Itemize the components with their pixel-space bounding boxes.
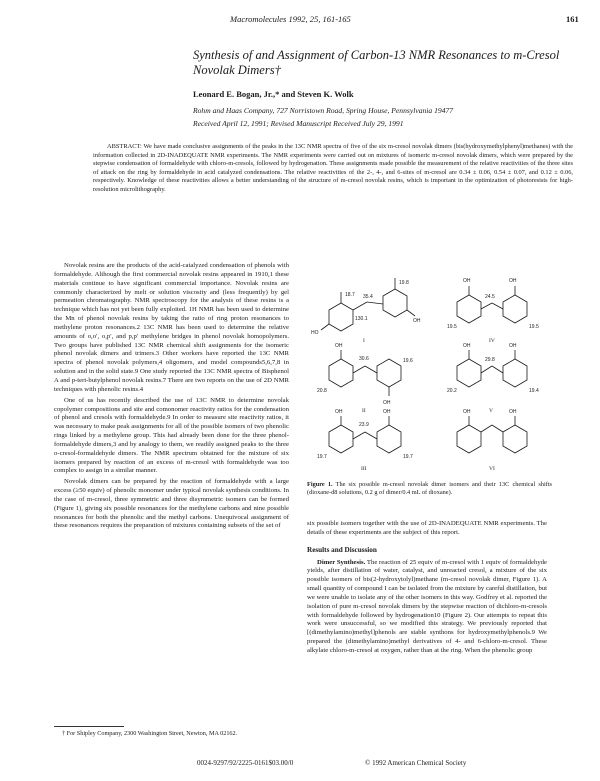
structure-v — [447, 343, 539, 414]
structure-iv — [447, 278, 539, 344]
svg-text:HO: HO — [311, 330, 319, 336]
svg-text:130.1: 130.1 — [355, 316, 368, 322]
body-paragraph: six possible isomers together with the use of 2D-INADEQUATE NMR experiments. The details of these experiments are the subject of this report. — [307, 520, 547, 536]
body-paragraph: Novolak dimers can be prepared by the reaction of formaldehyde with a large excess (≥50 equiv) of phenolic monomer under typical novolak synthesis conditions. In the case of m-cresol, three symmetric and three disymmetric isomers can be formed (Figure 1), giving six possible resonances for the methylene carbons and nine possible resonances for both the phenolic and the methyl carbons. Unequivocal assignment of these resonances requires the preparation of mixtures containing subsets of the set of — [54, 478, 289, 530]
figure-caption-text: The six possible m-cresol novolak dimer isomers and their 13C chemical shifts (dioxane-d8 solutions, 0.2 g of dimer/0.4 mL of dioxane). — [307, 481, 552, 497]
svg-text:29.8: 29.8 — [485, 357, 495, 363]
figure-1-structures — [307, 262, 555, 474]
svg-text:19.5: 19.5 — [529, 324, 539, 330]
structure-vi — [457, 409, 527, 472]
svg-text:18.7: 18.7 — [345, 292, 355, 298]
footnote-divider — [54, 726, 124, 727]
article-received-dates: Received April 12, 1991; Revised Manuscript Received July 29, 1991 — [193, 119, 404, 128]
footnote: † For Shipley Company, 2300 Washington Street, Newton, MA 02162. — [62, 730, 238, 737]
svg-text:V: V — [489, 408, 493, 414]
svg-text:OH: OH — [413, 318, 421, 324]
svg-text:IV: IV — [489, 338, 495, 344]
footer-copyright: © 1992 American Chemical Society — [365, 759, 467, 767]
svg-text:OH: OH — [463, 409, 471, 415]
svg-text:20.8: 20.8 — [317, 388, 327, 394]
figure-caption-label: Figure 1. — [307, 481, 333, 488]
svg-text:19.4: 19.4 — [529, 388, 539, 394]
body-paragraph — [307, 559, 547, 656]
body-paragraph-text: The reaction of 25 equiv of m-cresol with 1 equiv of formaldehyde yields, after distillation of water, catalyst, and unreacted cresol, a mixture of the six possible isomers of bis(2-hydroxytolyl)methane (m-cresol novolak dimer, Figure 1). A small quantity of compound I can be isolated from the mixture by careful distillation, but we were unable to isolate any of the other isomers in this way. Godfrey et al. reported the isolation of pure m-cresol novolak dimers by the stepwise reaction of dichloro-m-cresols with formaldehyde followed by hydrogenation10 (Figure 2). Our attempts to repeat this work were unsuccessful, so we modified this strategy. We previously reported that [(dimethylamino)methyl]phenols are stable synthons for hydroxymethylphenols.9 We prepared the (dimethylamino)methyl derivatives of 4- and 6-chloro-m-cresol. These alkylate chloro-m-cresol at oxygen, rather than at the ring. When the phenolic group — [307, 558, 547, 654]
section-heading: Results and Discussion — [307, 545, 377, 554]
svg-text:19.7: 19.7 — [317, 454, 327, 460]
svg-text:19.7: 19.7 — [403, 454, 413, 460]
svg-text:19.8: 19.8 — [399, 280, 409, 286]
article-affiliation: Rohm and Haas Company, 727 Norristown Road, Spring House, Pennsylvania 19477 — [193, 106, 454, 115]
svg-text:OH: OH — [335, 409, 343, 415]
abstract: ABSTRACT: We have made conclusive assignments of the peaks in the 13C NMR spectra of five of the six m-cresol novolak dimers (bis(hydroxymethylphenyl)methanes) with the information collected in 2D-INADEQUATE NMR experiments. The NMR experiments were carried out on mixtures of isomeric m-cresol novolak dimers, which were prepared by the stepwise condensation of formaldehyde with chloro-m-cresols, followed by hydrogenation. These assignments made possible the measurement of the relative reactivities of the three sites of attack on the ring by formaldehyde in acid catalyzed condensations. The relative reactivities of the 2-, 4-, and 6-sites of m-cresol are 0.34 ± 0.06, 0.54 ± 0.07, and 0.12 ± 0.06, respectively. Knowledge of these reactivities allows a better understanding of the structure of m-cresol novolak resins, which is important in the optimization of photoresists for high-resolution microlithography. — [93, 143, 573, 193]
svg-text:24.5: 24.5 — [485, 294, 495, 300]
svg-text:OH: OH — [509, 278, 517, 284]
svg-text:30.6: 30.6 — [359, 356, 369, 362]
svg-text:OH: OH — [509, 343, 517, 349]
svg-text:OH: OH — [463, 278, 471, 284]
svg-text:35.4: 35.4 — [363, 294, 373, 300]
svg-text:20.2: 20.2 — [447, 388, 457, 394]
structure-i — [311, 278, 421, 344]
left-column — [54, 262, 289, 533]
article-authors: Leonard E. Bogan, Jr.,* and Steven K. Wolk — [193, 89, 354, 99]
svg-text:II: II — [362, 408, 366, 414]
svg-text:VI: VI — [489, 466, 495, 472]
svg-text:23.9: 23.9 — [359, 422, 369, 428]
svg-text:OH: OH — [383, 409, 391, 415]
figure-caption — [307, 481, 552, 497]
page-number: 161 — [566, 14, 579, 24]
article-title: Synthesis of and Assignment of Carbon-13 NMR Resonances to m-Cresol Novolak Dimers† — [193, 48, 560, 77]
run-in-heading: Dimer Synthesis. — [317, 558, 366, 566]
structure-ii — [317, 343, 413, 414]
body-paragraph: Novolak resins are the products of the acid-catalyzed condensation of phenols with formaldehyde. Although the first commercial novolak resins appeared in 1910,1 these materials continue to have significant commercial importance. Novolak resins are commonly characterized by melt or solution viscosity and (less frequently) by gel permeation chromatography. NMR spectroscopy for the analysis of these resins is a technique which has not yet been fully exploited. 1H NMR has been used to determine the Mn of phenol novolak resins by taking the ratio of ring proton resonances to methylene proton resonances.2 13C NMR has been used to determine the relative amounts of o,o′, o,p′, and p,p′ methylene bridges in phenol novolak homopolymers. Two groups have published 13C NMR chemical shift assignments for the isomeric phenol novolak dimers and trimers.3 Other workers have reported the 13C NMR spectra of phenol novolak polymers,4 oligomers, and model compounds5,6,7,8 in solution and in the solid state.9 One study reported the 13C NMR spectra of Bisphenol A and p-tert-butylphenol novolak resins.7 There are two reports on the use of 2D NMR techniques with phenolic resins.4 — [54, 262, 289, 393]
svg-text:OH: OH — [463, 343, 471, 349]
svg-text:OH: OH — [335, 343, 343, 349]
svg-text:19.5: 19.5 — [447, 324, 457, 330]
svg-text:III: III — [361, 466, 367, 472]
running-head: Macromolecules 1992, 25, 161-165 — [230, 14, 351, 24]
footer-code: 0024-9297/92/2225-0161$03.00/0 — [197, 759, 294, 767]
body-paragraph: One of us has recently described the use of 13C NMR to determine novolak copolymer compositions and site and comonomer reactivity ratios for the condensation of phenol and cresols with formaldehyde.9 In order to measure site reactivity ratios, it was necessary to make peak assignments for all of the possible isomers of two phenolic rings linked by a methylene group. This had already been done for the three phenol-formaldehyde dimers,3 and by analogy to them, we readily assigned peaks to the three o-cresol-formaldehyde dimers. The NMR spectrum obtained for the mixture of six isomers prepared by reaction of an excess of m-cresol with formaldehyde was too complex to assign in a similar manner. — [54, 396, 289, 475]
svg-text:OH: OH — [383, 400, 391, 406]
right-column — [307, 520, 547, 658]
svg-text:I: I — [363, 338, 365, 344]
svg-text:19.6: 19.6 — [403, 358, 413, 364]
dimer-structures-drawing — [307, 262, 555, 474]
structure-iii — [317, 409, 413, 472]
svg-text:OH: OH — [509, 409, 517, 415]
